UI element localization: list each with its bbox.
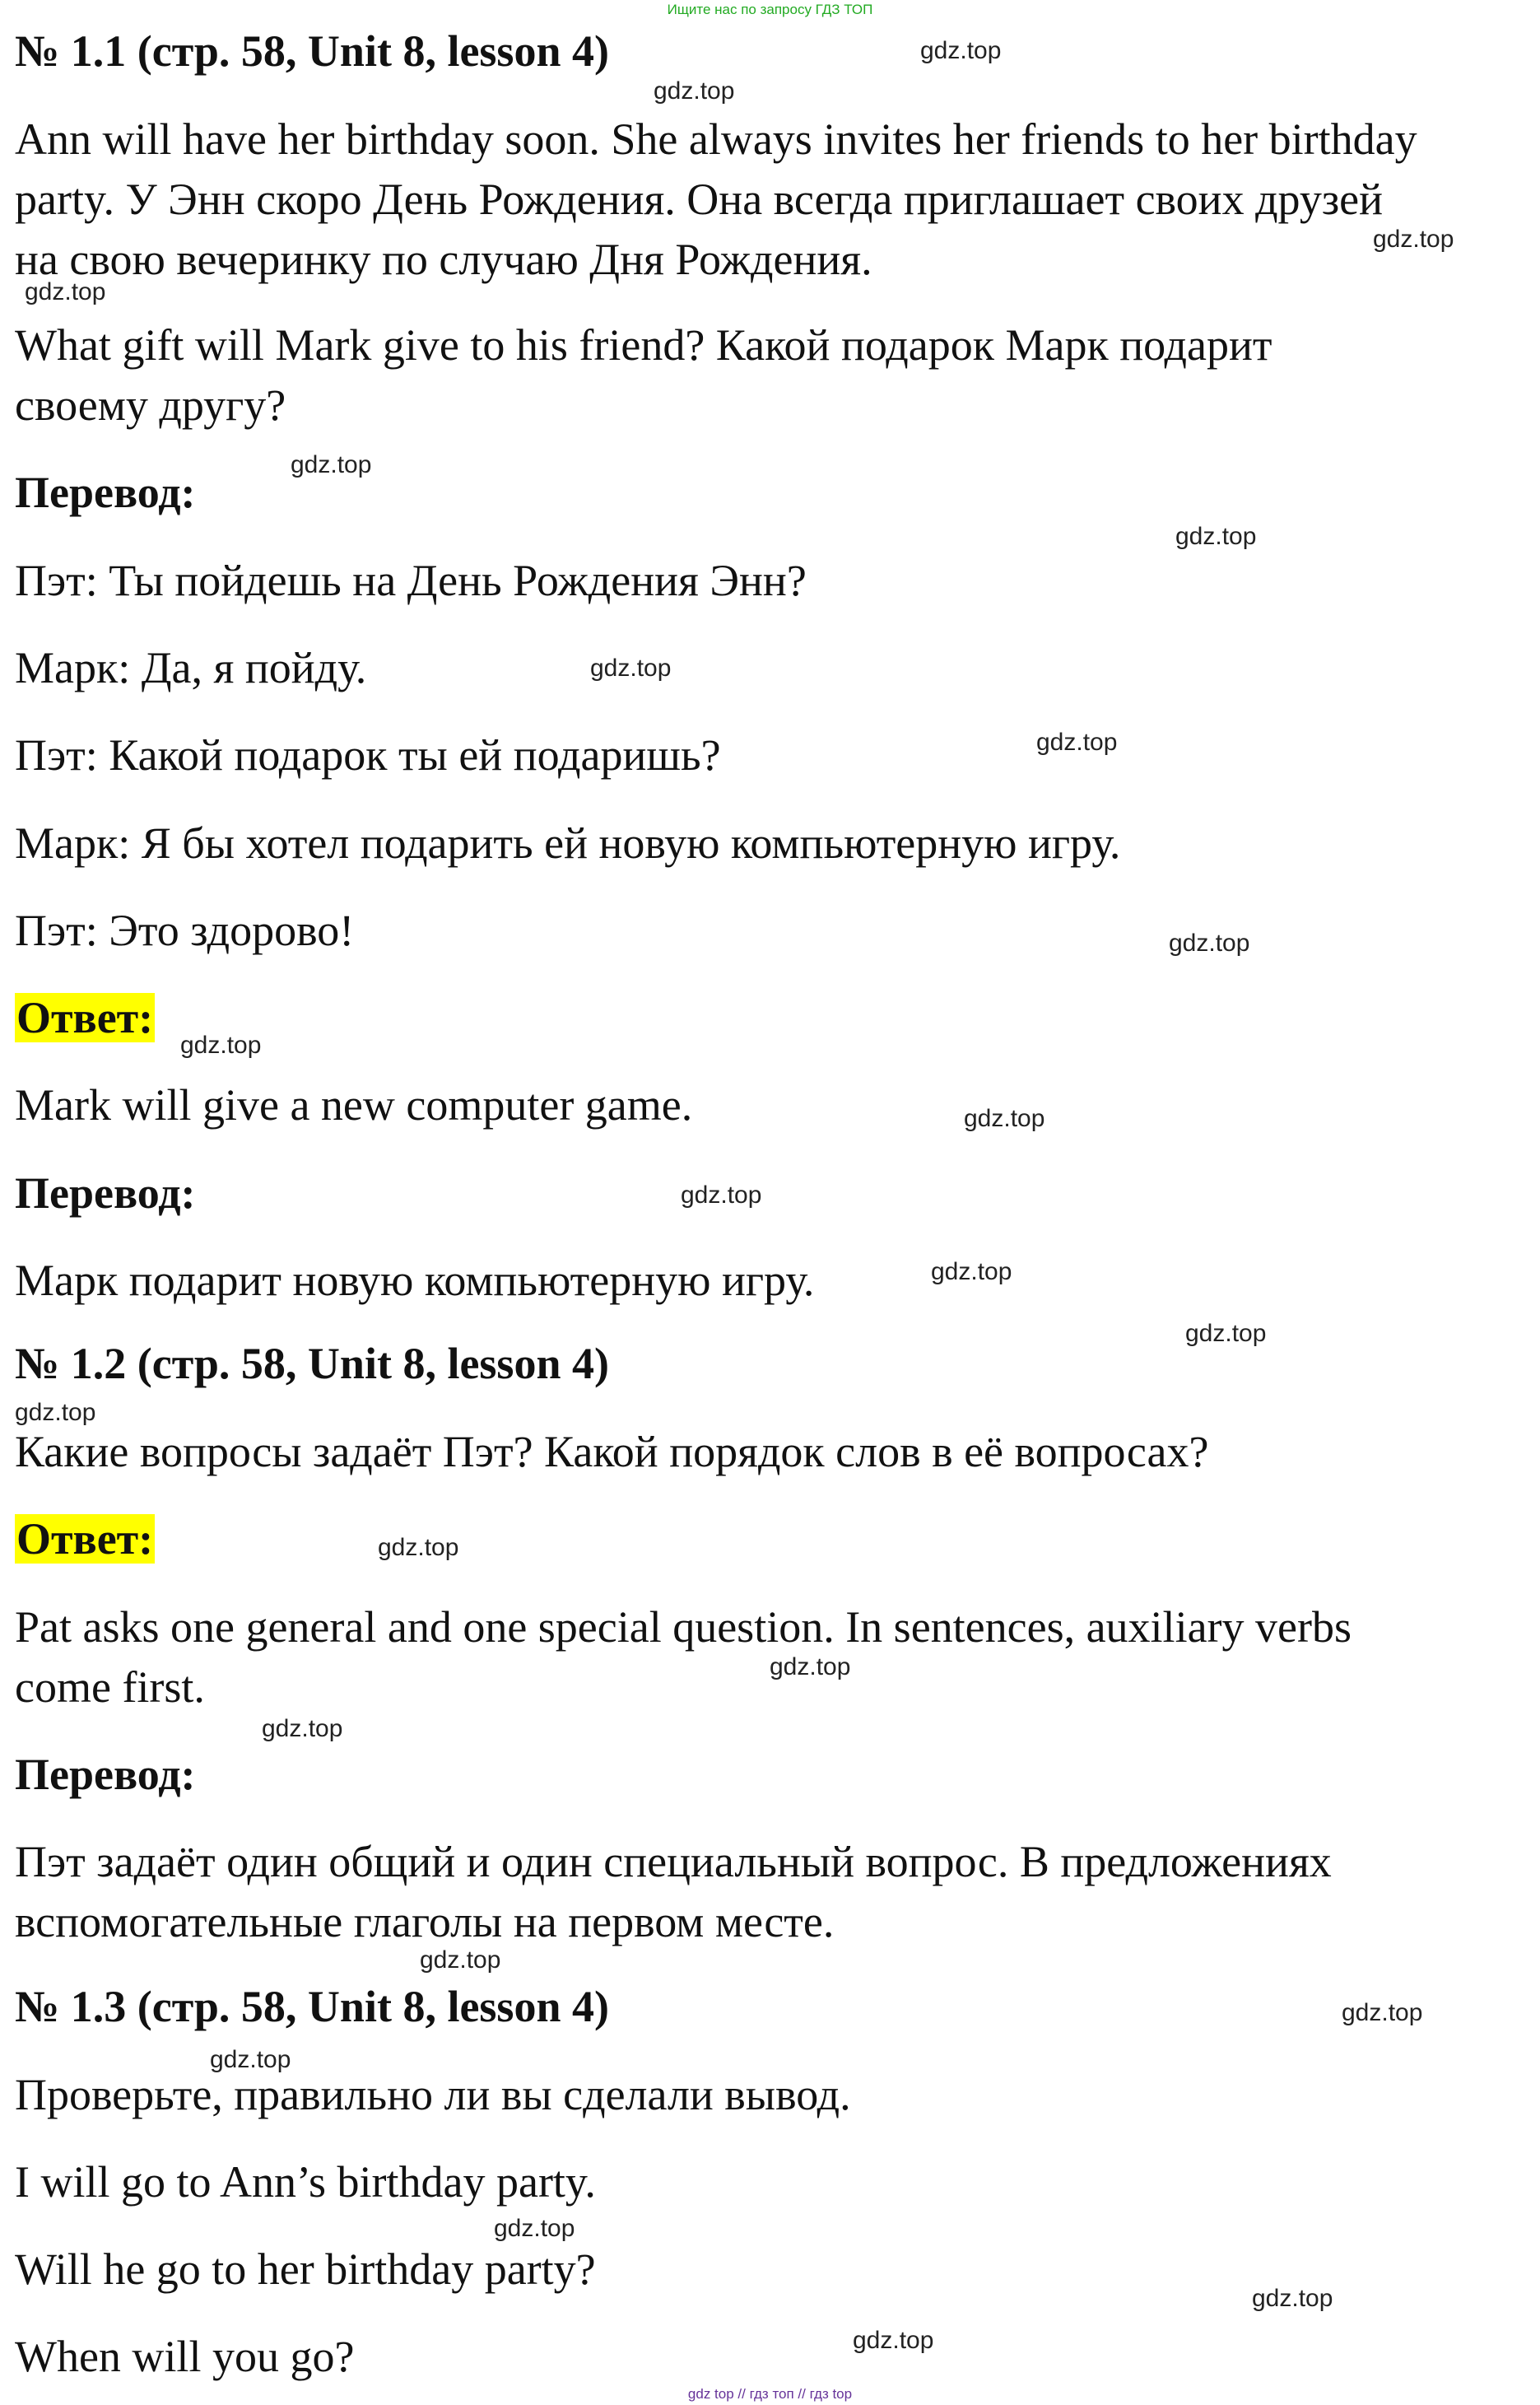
watermark: gdz.top (1252, 2285, 1333, 2312)
watermark: gdz.top (654, 77, 735, 105)
bottom-banner: gdz top // гдз топ // гдз top (687, 2386, 853, 2402)
task3-instruction: Проверьте, правильно ли вы сделали вывод. (15, 2070, 851, 2119)
watermark: gdz.top (1036, 729, 1118, 756)
watermark: gdz.top (920, 37, 1002, 64)
dialogue-line: Пэт: Какой подарок ты ей подаришь? (15, 730, 721, 780)
task1-answer-label-row (15, 988, 155, 1048)
dialogue-line: Марк: Я бы хотел подарить ей новую компьютерную игру. (15, 818, 1121, 868)
task1-answer: Mark will give a new computer game. (15, 1080, 693, 1130)
task1-intro-line: Ann will have her birthday soon. She always invites her friends to her birthday (15, 114, 1417, 164)
watermark: gdz.top (262, 1715, 343, 1742)
dialogue-line: Пэт: Это здорово! (15, 906, 355, 955)
task2-answer-label-row (15, 1509, 155, 1569)
task1-heading: № 1.1 (стр. 58, Unit 8, lesson 4) (15, 26, 609, 76)
top-banner: Ищите нас по запросу ГДЗ ТОП (667, 2, 873, 17)
task1-answer-translation: Марк подарит новую компьютерную игру. (15, 1256, 815, 1305)
watermark: gdz.top (420, 1946, 501, 1974)
task1-question-line: What gift will Mark give to his friend? Какой подарок Марк подарит (15, 320, 1272, 370)
watermark: gdz.top (210, 2046, 291, 2073)
task2-heading: № 1.2 (стр. 58, Unit 8, lesson 4) (15, 1339, 609, 1388)
watermark: gdz.top (291, 451, 372, 478)
task2-answer-label: Ответ: (16, 1514, 154, 1564)
watermark: gdz.top (494, 2215, 575, 2242)
task2-translation-line: Пэт задаёт один общий и один специальный вопрос. В предложениях (15, 1837, 1332, 1886)
watermark: gdz.top (931, 1258, 1012, 1285)
watermark: gdz.top (1342, 1999, 1423, 2026)
task3-sentence: Will he go to her birthday party? (15, 2244, 596, 2294)
task2-translation-label: Перевод: (15, 1750, 196, 1799)
watermark: gdz.top (1373, 226, 1454, 253)
watermark: gdz.top (770, 1653, 851, 1680)
dialogue-line: Марк: Да, я пойду. (15, 643, 367, 692)
watermark: gdz.top (180, 1032, 262, 1059)
task3-sentence: When will you go? (15, 2332, 355, 2381)
task1-answer-label: Ответ: (16, 993, 154, 1042)
watermark: gdz.top (853, 2327, 934, 2354)
watermark: gdz.top (15, 1399, 96, 1426)
task3-sentence: I will go to Ann’s birthday party. (15, 2157, 596, 2207)
watermark: gdz.top (1169, 930, 1250, 957)
watermark: gdz.top (681, 1182, 762, 1209)
task2-answer-line: Pat asks one general and one special question. In sentences, auxiliary verbs (15, 1602, 1352, 1652)
task2-answer-line: come first. (15, 1662, 205, 1712)
dialogue-line: Пэт: Ты пойдешь на День Рождения Энн? (15, 556, 807, 605)
watermark: gdz.top (378, 1534, 459, 1561)
task1-question-line: своему другу? (15, 380, 286, 430)
watermark: gdz.top (964, 1105, 1045, 1132)
task2-question: Какие вопросы задаёт Пэт? Какой порядок слов в её вопросах? (15, 1427, 1209, 1476)
task1-translation-label-2: Перевод: (15, 1168, 196, 1218)
task1-intro-line: на свою вечеринку по случаю Дня Рождения. (15, 235, 872, 284)
watermark: gdz.top (590, 655, 672, 682)
watermark: gdz.top (25, 278, 106, 305)
watermark: gdz.top (1175, 523, 1257, 550)
task3-heading: № 1.3 (стр. 58, Unit 8, lesson 4) (15, 1982, 609, 2031)
task1-translation-label: Перевод: (15, 468, 196, 517)
watermark: gdz.top (1185, 1320, 1267, 1347)
task1-intro-line: party. У Энн скоро День Рождения. Она всегда приглашает своих друзей (15, 175, 1384, 224)
task2-translation-line: вспомогательные глаголы на первом месте. (15, 1897, 835, 1946)
